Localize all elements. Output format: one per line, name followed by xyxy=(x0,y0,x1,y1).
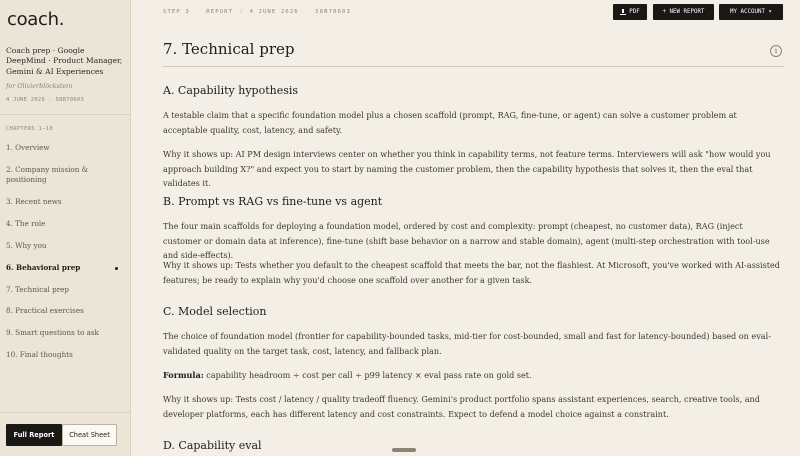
title-divider xyxy=(163,66,784,67)
section-a-why: Why it shows up: AI PM design interviews center on whether you think in capability terms, not feature terms. Interviewers will ask "how would you approach building X?" and expect you to start by naming the customer problem, then the capability hypothesis that solves it, then the eval that validates it. xyxy=(163,149,771,189)
breadcrumb-date: 4 JUNE 2026 xyxy=(249,9,299,15)
pdf-download-button[interactable] xyxy=(613,4,647,20)
info-icon[interactable]: i xyxy=(770,45,782,57)
formula-text: capability headroom ÷ cost per call ÷ p99 latency × eval pass rate on gold set. xyxy=(203,370,532,380)
sidebar-item-label: 6. Behavioral prep xyxy=(6,263,81,272)
sidebar-item-overview[interactable]: 1. Overview xyxy=(6,143,50,152)
breadcrumb: STEP 3 · REPORT / 4 JUNE 2026 · 58B70603 xyxy=(163,9,351,15)
scroll-indicator[interactable] xyxy=(392,448,416,452)
full-report-button[interactable]: Full Report xyxy=(6,424,62,446)
section-heading-d: D. Capability eval xyxy=(163,439,262,452)
report-meta: 4 JUNE 2026 · 58B70603 xyxy=(6,97,84,103)
section-c-why: Why it shows up: Tests cost / latency / quality tradeoff fluency. Gemini's product portfolio spans assistant experiences, search, creative tools, and developer platforms, each has different latency and cost constraints. Expect to defend a model choice against a constraint. xyxy=(163,394,760,419)
sidebar-item-final-thoughts[interactable]: 10. Final thoughts xyxy=(6,350,73,359)
section-heading-b: B. Prompt vs RAG vs fine-tune vs agent xyxy=(163,195,383,208)
pdf-button-label: PDF xyxy=(629,9,640,15)
my-account-button[interactable]: MY ACCOUNT ▾ xyxy=(719,4,783,20)
report-owner: for Olivierblöckstein xyxy=(6,82,73,90)
page-title: 7. Technical prep xyxy=(163,40,295,58)
section-b-why: Why it shows up: Tests whether you default to the cheapest scaffold that meets the bar, not the flashiest. At Microsoft, you've worked with AI-assisted features; be ready to explain why you'd choose one scaffold over another for a given task. xyxy=(163,260,780,285)
sidebar-item-technical-prep[interactable]: 7. Technical prep xyxy=(6,285,69,294)
section-a-definition: A testable claim that a specific foundation model plus a chosen scaffold (prompt, RAG, fine-tune, or agent) can solve a customer problem at acceptable quality, cost, latency, and safety. xyxy=(163,110,737,135)
sidebar-item-practical-exercises[interactable]: 8. Practical exercises xyxy=(6,306,84,315)
sidebar-item-smart-questions[interactable]: 9. Smart questions to ask xyxy=(6,328,99,337)
new-report-button[interactable]: + NEW REPORT xyxy=(653,4,714,20)
active-indicator-dot xyxy=(115,267,118,270)
sidebar xyxy=(0,0,131,456)
chapters-label: CHAPTERS 1–10 xyxy=(6,126,54,132)
app-logo[interactable]: coach. xyxy=(7,9,65,30)
breadcrumb-step: STEP 3 xyxy=(163,9,190,15)
section-b-definition: The four main scaffolds for deploying a foundation model, ordered by cost and complexity: prompt (cheapest, no customer data), RAG (inject customer or domain data at inference), fine-tune (shift base behavior on a narrow and stable domain), agent (multi-step orchestration with tool-use and side-effects). xyxy=(163,221,770,261)
sidebar-item-recent-news[interactable]: 3. Recent news xyxy=(6,197,62,206)
formula-label: Formula: xyxy=(163,370,204,380)
sidebar-item-the-role[interactable]: 4. The role xyxy=(6,219,46,228)
sidebar-divider xyxy=(0,114,131,115)
sidebar-item-why-you[interactable]: 5. Why you xyxy=(6,241,47,250)
download-icon xyxy=(620,9,626,15)
sidebar-item-company-mission[interactable]: 2. Company mission & positioning xyxy=(6,165,89,184)
sidebar-footer-divider xyxy=(0,412,131,413)
section-heading-a: A. Capability hypothesis xyxy=(163,84,299,97)
report-title: Coach prep · Google DeepMind · Product Manager, Gemini & AI Experiences xyxy=(6,46,123,76)
breadcrumb-id: 58B70603 xyxy=(315,9,351,15)
section-c-definition: The choice of foundation model (frontier for capability-bounded tasks, mid-tier for cost-bounded, small and fast for latency-bounded) based on eval-validated quality on the target task, cost, latency, and fallback plan. xyxy=(163,331,771,356)
breadcrumb-section: REPORT xyxy=(206,9,234,15)
sidebar-item-behavioral-prep[interactable] xyxy=(6,263,124,273)
section-c-formula xyxy=(163,368,783,383)
cheat-sheet-button[interactable]: Cheat Sheet xyxy=(62,424,117,446)
section-heading-c: C. Model selection xyxy=(163,305,267,318)
